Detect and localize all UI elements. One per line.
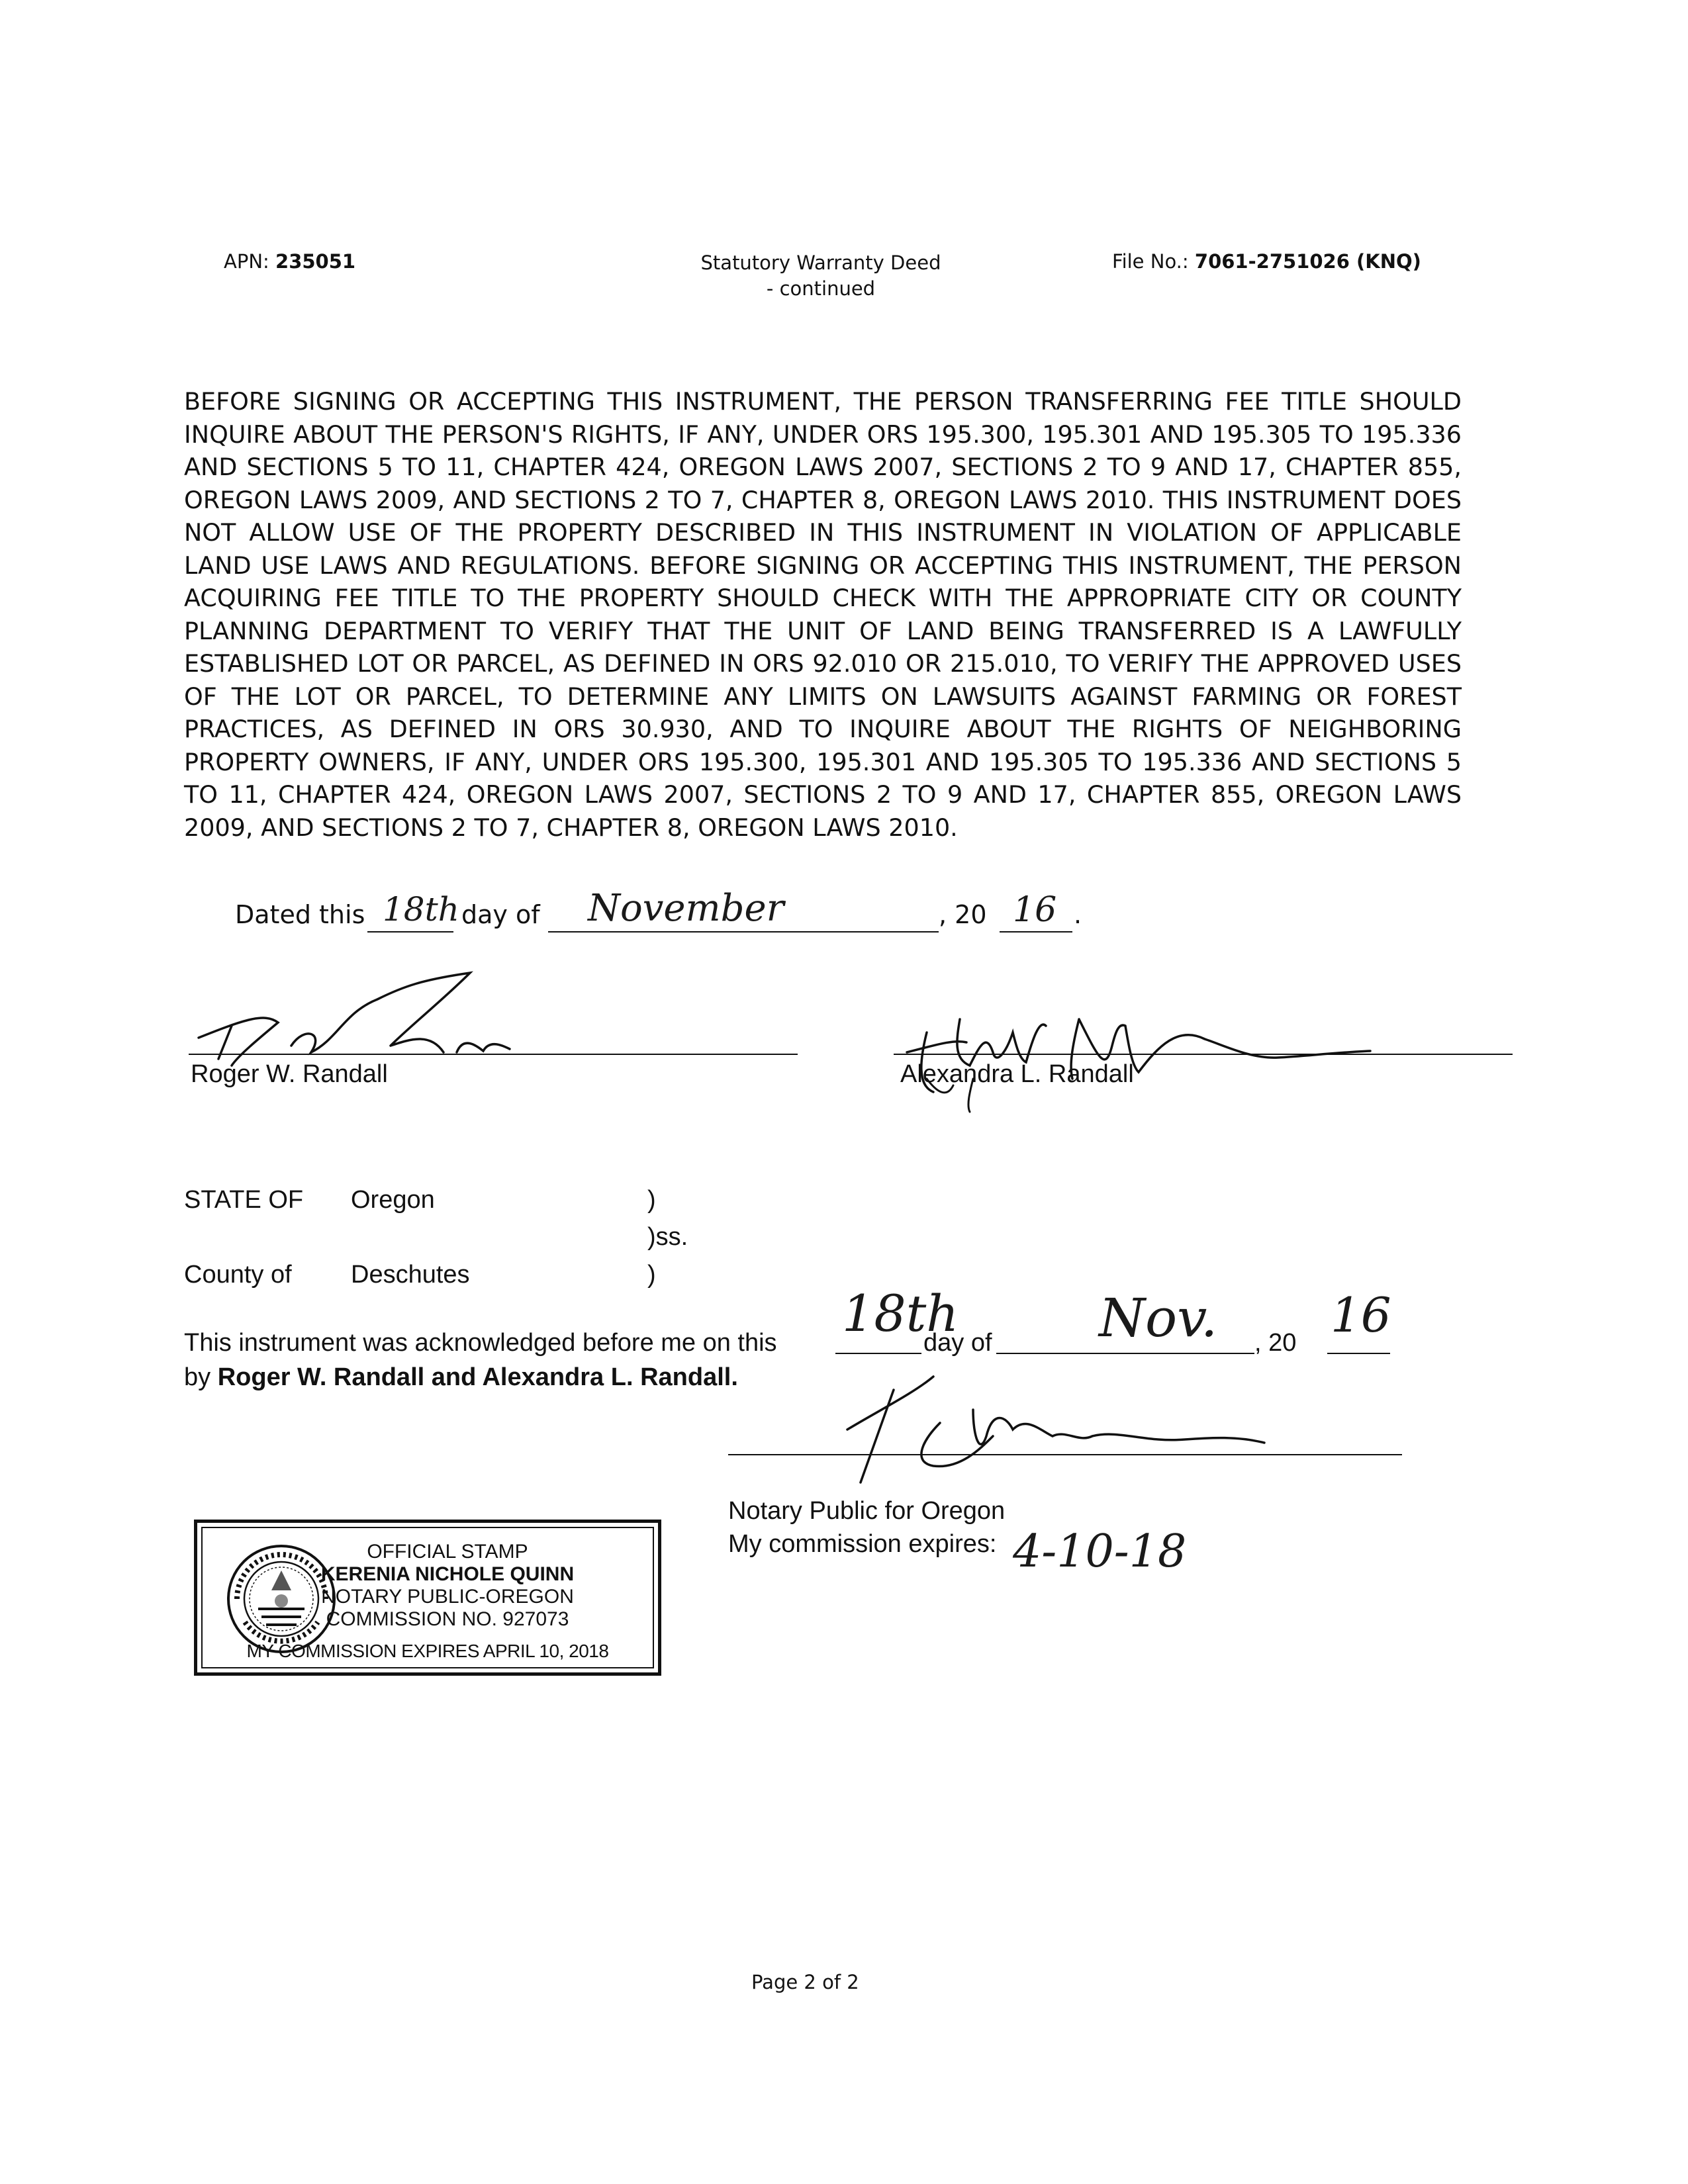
signature-alexandra xyxy=(907,993,1370,1118)
acknowledgment-day: 18th xyxy=(842,1284,959,1343)
dated-month: November xyxy=(588,887,784,930)
signer-right-name: Alexandra L. Randall xyxy=(900,1060,1134,1088)
acknowledgment-year-prefix: , 20 xyxy=(1254,1329,1297,1357)
acknowledgment-year: 16 xyxy=(1331,1287,1391,1343)
stamp-title: OFFICIAL STAMP xyxy=(367,1541,528,1563)
stamp-notary-name: KERENIA NICHOLE QUINN xyxy=(320,1563,575,1585)
dated-year-prefix: , 20 xyxy=(939,900,987,929)
state-value: Oregon xyxy=(351,1186,435,1214)
acknowledgment-text: This instrument was acknowledged before me on this xyxy=(184,1329,777,1357)
dated-middle: day of xyxy=(461,900,540,929)
acknowledgment-by-label: by xyxy=(184,1363,211,1391)
dated-suffix: . xyxy=(1074,900,1082,929)
notary-public-for: Notary Public for Oregon xyxy=(728,1497,1006,1525)
file-label: File No.: xyxy=(1112,250,1189,273)
dated-prefix: Dated this xyxy=(235,900,365,929)
document-title-block xyxy=(662,250,980,302)
document-subtitle: - continued xyxy=(766,277,876,300)
acknowledgment-names: Roger W. Randall and Alexandra L. Randall xyxy=(217,1363,731,1391)
acknowledgment-by-end: . xyxy=(731,1363,738,1391)
apn xyxy=(224,250,355,273)
commission-expires-date: 4-10-18 xyxy=(1013,1525,1187,1578)
file-value: 7061-2751026 (KNQ) xyxy=(1194,250,1421,273)
signature-notary xyxy=(841,1330,1291,1489)
signer-left-name: Roger W. Randall xyxy=(191,1060,388,1088)
commission-expires-label: My commission expires: xyxy=(728,1530,997,1558)
venue-paren-3: ) xyxy=(647,1261,656,1289)
county-label: County of xyxy=(184,1261,292,1289)
acknowledgment-day-of: day of xyxy=(923,1329,992,1357)
venue-paren-1: ) xyxy=(647,1186,656,1214)
acknowledgment-by xyxy=(184,1363,738,1392)
stamp-notary-public: NOTARY PUBLIC-OREGON xyxy=(321,1586,574,1608)
acknowledgment-month: Nov. xyxy=(1099,1287,1218,1349)
state-label: STATE OF xyxy=(184,1186,304,1214)
dated-day: 18th xyxy=(383,890,459,929)
file-number xyxy=(1112,250,1421,273)
page-number: Page 2 of 2 xyxy=(751,1971,859,1993)
document-title: Statutory Warranty Deed xyxy=(700,251,941,274)
apn-value: 235051 xyxy=(275,250,356,273)
apn-label: APN: xyxy=(224,250,269,273)
county-value: Deschutes xyxy=(351,1261,470,1289)
official-notary-stamp xyxy=(194,1520,661,1676)
land-use-disclaimer: BEFORE SIGNING OR ACCEPTING THIS INSTRUMENT, THE PERSON TRANSFERRING FEE TITLE SHOULD INQUIRE ABOUT THE PERSON'S RIGHTS, IF ANY, UNDER ORS 195.300, 195.301 AND 195.305 TO 195.336 AND SECTIONS 5 TO 11, CHAPTER 424, OREGON LAWS 2007, SECTIONS 2 TO 9 AND 17, CHAPTER 855, OREGON LAWS 2009, AND SECTIONS 2 TO 7, CHAPTER 8, OREGON LAWS 2010. THIS INSTRUMENT DOES NOT ALLOW USE OF THE PROPERTY DESCRIBED IN THIS INSTRUMENT IN VIOLATION OF APPLICABLE LAND USE LAWS AND REGULATIONS. BEFORE SIGNING OR ACCEPTING THIS INSTRUMENT, THE PERSON ACQUIRING FEE TITLE TO THE PROPERTY SHOULD CHECK WITH THE APPROPRIATE CITY OR COUNTY PLANNING DEPARTMENT TO VERIFY THAT THE UNIT OF LAND BEING TRANSFERRED IS A LAWFULLY ESTABLISHED LOT OR PARCEL, AS DEFINED IN ORS 92.010 OR 215.010, TO VERIFY THE APPROVED USES OF THE LOT OR PARCEL, TO DETERMINE ANY LIMITS ON LAWSUITS AGAINST FARMING OR FOREST PRACTICES, AS DEFINED IN ORS 30.930, AND TO INQUIRE ABOUT THE RIGHTS OF NEIGHBORING PROPERTY OWNERS, IF ANY, UNDER ORS 195.300, 195.301 AND 195.305 TO 195.336 AND SECTIONS 5 TO 11, CHAPTER 424, OREGON LAWS 2007, SECTIONS 2 TO 9 AND 17, CHAPTER 855, OREGON LAWS 2009, AND SECTIONS 2 TO 7, CHAPTER 8, OREGON LAWS 2010. xyxy=(184,387,1462,842)
venue-ss: )ss. xyxy=(647,1223,688,1251)
dated-year: 16 xyxy=(1013,890,1057,930)
stamp-commission-expires: MY COMMISSION EXPIRES APRIL 10, 2018 xyxy=(246,1641,609,1661)
stamp-commission-number: COMMISSION NO. 927073 xyxy=(326,1608,569,1630)
signature-roger xyxy=(192,960,523,1079)
